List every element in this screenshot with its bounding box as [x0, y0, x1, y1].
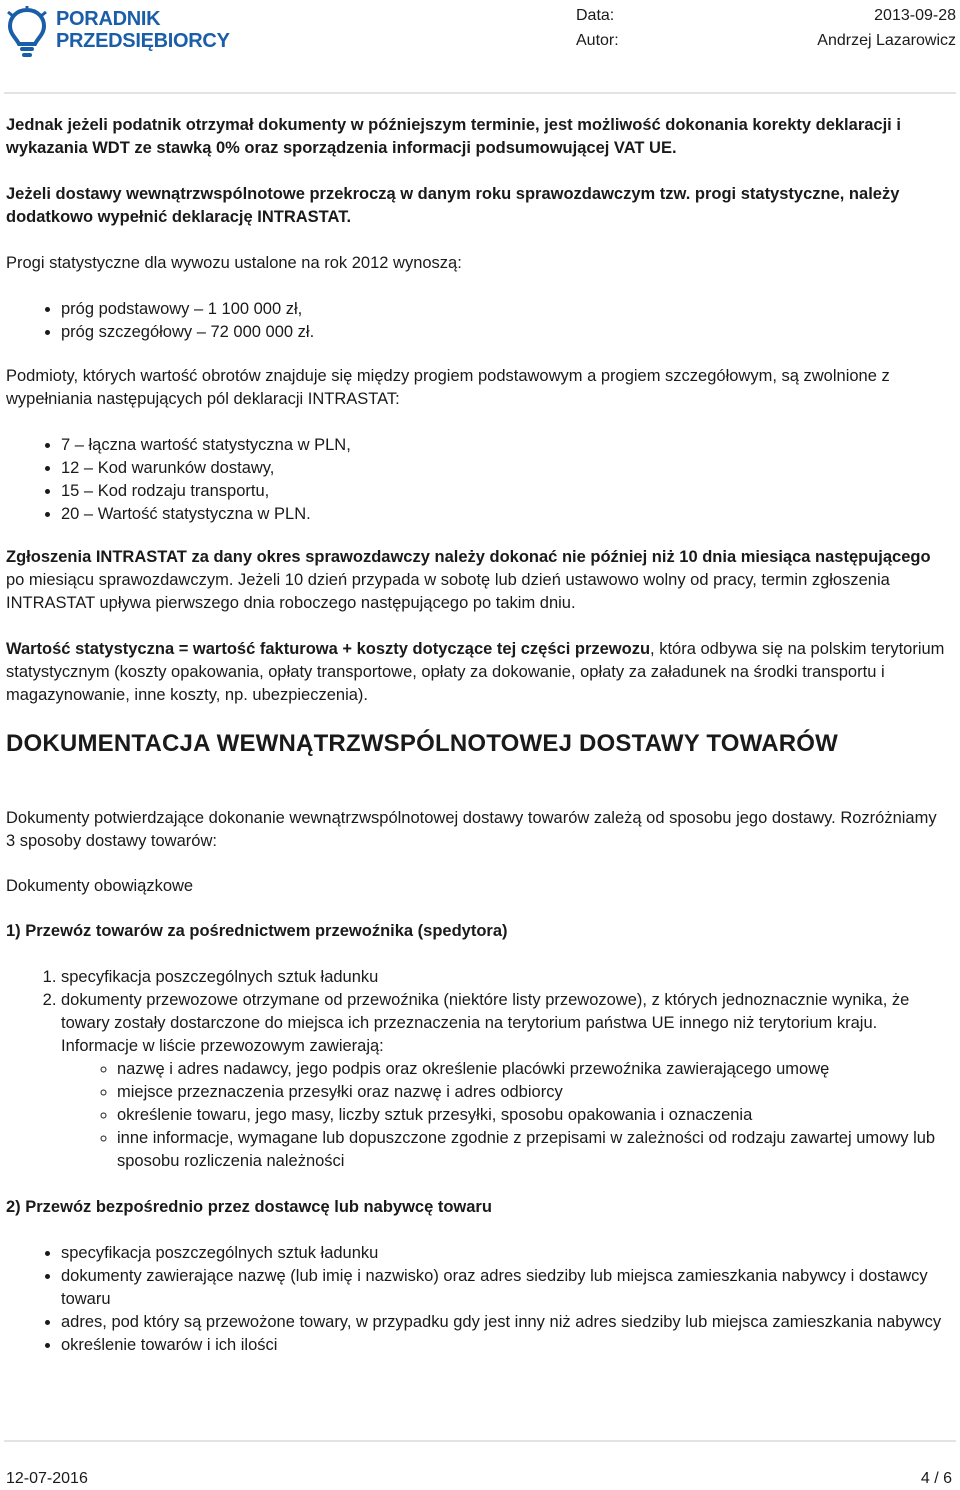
- date-label: Data:: [576, 7, 615, 24]
- statistical-value-bold: Wartość statystyczna = wartość fakturowa + koszty dotyczące tej części przewozu: [6, 640, 651, 658]
- header-divider: [4, 92, 956, 94]
- section-heading: DOKUMENTACJA WEWNĄTRZWSPÓLNOTOWEJ DOSTAWY TOWARÓW: [6, 730, 838, 757]
- statistical-value-rest: , która odbywa się na polskim terytorium statystycznym (koszty opakowania, opłaty transportowe, opłaty za dokowanie, opłaty za załadunek na środki transportu i magazynowanie, inne koszty, np. ubezpieczenia).: [6, 640, 945, 704]
- subheading-direct-transport: 2) Przewóz bezpośrednio przez dostawcę lub nabywcę towaru: [6, 1198, 492, 1216]
- author-label: Autor:: [576, 32, 619, 49]
- footer-date: 12-07-2016: [6, 1470, 88, 1487]
- logo-text: [56, 8, 230, 52]
- paragraph-correction: Jednak jeżeli podatnik otrzymał dokumenty w późniejszym terminie, jest możliwość dokonania korekty deklaracji i wykazania WDT ze stawką 0% oraz sporządzenia informacji podsumowującej VAT UE.: [6, 116, 901, 157]
- list-item: ◦ nazwę i adres nadawcy, jego podpis oraz określenie placówki przewoźnika zawierającego umowę: [117, 1058, 950, 1081]
- fields-list: [6, 434, 950, 526]
- waybill-info-list: [61, 1058, 950, 1173]
- list-item: • dokumenty zawierające nazwę (lub imię i nazwisko) oraz adres siedziby lub miejsca zamieszkania nabywcy i dostawcy towaru: [61, 1265, 950, 1311]
- list-item: [61, 989, 950, 1173]
- list-item: • 12 – Kod warunków dostawy,: [61, 457, 950, 480]
- logo-line-1: PORADNIK: [56, 8, 161, 30]
- page-number: 4 / 6: [920, 1470, 952, 1487]
- article-body: [6, 114, 950, 1357]
- paragraph-deadline: [6, 546, 950, 615]
- list-item-text: dokumenty przewozowe otrzymane od przewoźnika (niektóre listy przewozowe), z których jednoznacznie wynika, że towary zostały dostarczone do miejsca ich przeznaczenia na terytorium państwa UE innego niż terytorium kraju. Informacje w liście przewozowym zawierają:: [61, 991, 910, 1055]
- paragraph-exemptions: Podmioty, których wartość obrotów znajduje się między progiem podstawowym a progiem szczegółowym, są zwolnione z wypełniania następujących pól deklaracji INTRASTAT:: [6, 367, 890, 408]
- deadline-rest: po miesiącu sprawozdawczym. Jeżeli 10 dzień przypada w sobotę lub dzień ustawowo wolny od pracy, termin zgłoszenia INTRASTAT upływa pierwszego dnia roboczego następującego po takim dniu.: [6, 571, 890, 612]
- deadline-bold: Zgłoszenia INTRASTAT za dany okres sprawozdawczy należy dokonać nie później niż 10 dnia miesiąca następującego: [6, 548, 931, 566]
- list-item: • 7 – łączna wartość statystyczna w PLN,: [61, 434, 950, 457]
- date-value: 2013-09-28: [874, 7, 956, 24]
- list-item: • 15 – Kod rodzaju transportu,: [61, 480, 950, 503]
- date-row: [576, 3, 956, 28]
- list-item: • próg szczegółowy – 72 000 000 zł.: [61, 321, 950, 344]
- list-item: ◦ określenie towaru, jego masy, liczby sztuk przesyłki, sposobu opakowania i oznaczenia: [117, 1104, 950, 1127]
- list-item: ◦ miejsce przeznaczenia przesyłki oraz nazwę i adres odbiorcy: [117, 1081, 950, 1104]
- direct-transport-list: [6, 1242, 950, 1357]
- list-item: ◦ inne informacje, wymagane lub dopuszczone zgodnie z przepisami w zależności od rodzaju zawartej umowy lub sposobu rozliczenia należności: [117, 1127, 950, 1173]
- page-header: [0, 0, 960, 92]
- list-item: • specyfikacja poszczególnych sztuk ładunku: [61, 1242, 950, 1265]
- paragraph-statistical-value: [6, 638, 950, 707]
- carrier-documents-list: [6, 966, 950, 1173]
- author-value: Andrzej Lazarowicz: [817, 32, 956, 49]
- author-row: [576, 28, 956, 53]
- logo-line-2: PRZEDSIĘBIORCY: [56, 30, 230, 52]
- subheading-carrier-transport: 1) Przewóz towarów za pośrednictwem przewoźnika (spedytora): [6, 922, 508, 940]
- document-meta: [576, 3, 956, 53]
- thresholds-list: [6, 298, 950, 344]
- lightbulb-icon: [6, 6, 48, 58]
- subheading-mandatory-documents: Dokumenty obowiązkowe: [6, 877, 194, 895]
- paragraph-intrastat: Jeżeli dostawy wewnątrzwspólnotowe przekroczą w danym roku sprawozdawczym tzw. progi statystyczne, należy dodatkowo wypełnić deklarację INTRASTAT.: [6, 185, 900, 226]
- list-item: 1. specyfikacja poszczególnych sztuk ładunku: [61, 966, 950, 989]
- paragraph-thresholds-intro: Progi statystyczne dla wywozu ustalone na rok 2012 wynoszą:: [6, 254, 462, 272]
- footer-divider: [4, 1440, 956, 1442]
- list-item: • określenie towarów i ich ilości: [61, 1334, 950, 1357]
- paragraph-documents-intro: Dokumenty potwierdzające dokonanie wewnątrzwspólnotowej dostawy towarów zależą od sposobu jego dostawy. Rozróżniamy 3 sposoby dostawy towarów:: [6, 809, 937, 850]
- list-item: • 20 – Wartość statystyczna w PLN.: [61, 503, 950, 526]
- logo[interactable]: [6, 4, 236, 60]
- list-item: • próg podstawowy – 1 100 000 zł,: [61, 298, 950, 321]
- list-item: • adres, pod który są przewożone towary, w przypadku gdy jest inny niż adres siedziby lub miejsca zamieszkania nabywcy: [61, 1311, 950, 1334]
